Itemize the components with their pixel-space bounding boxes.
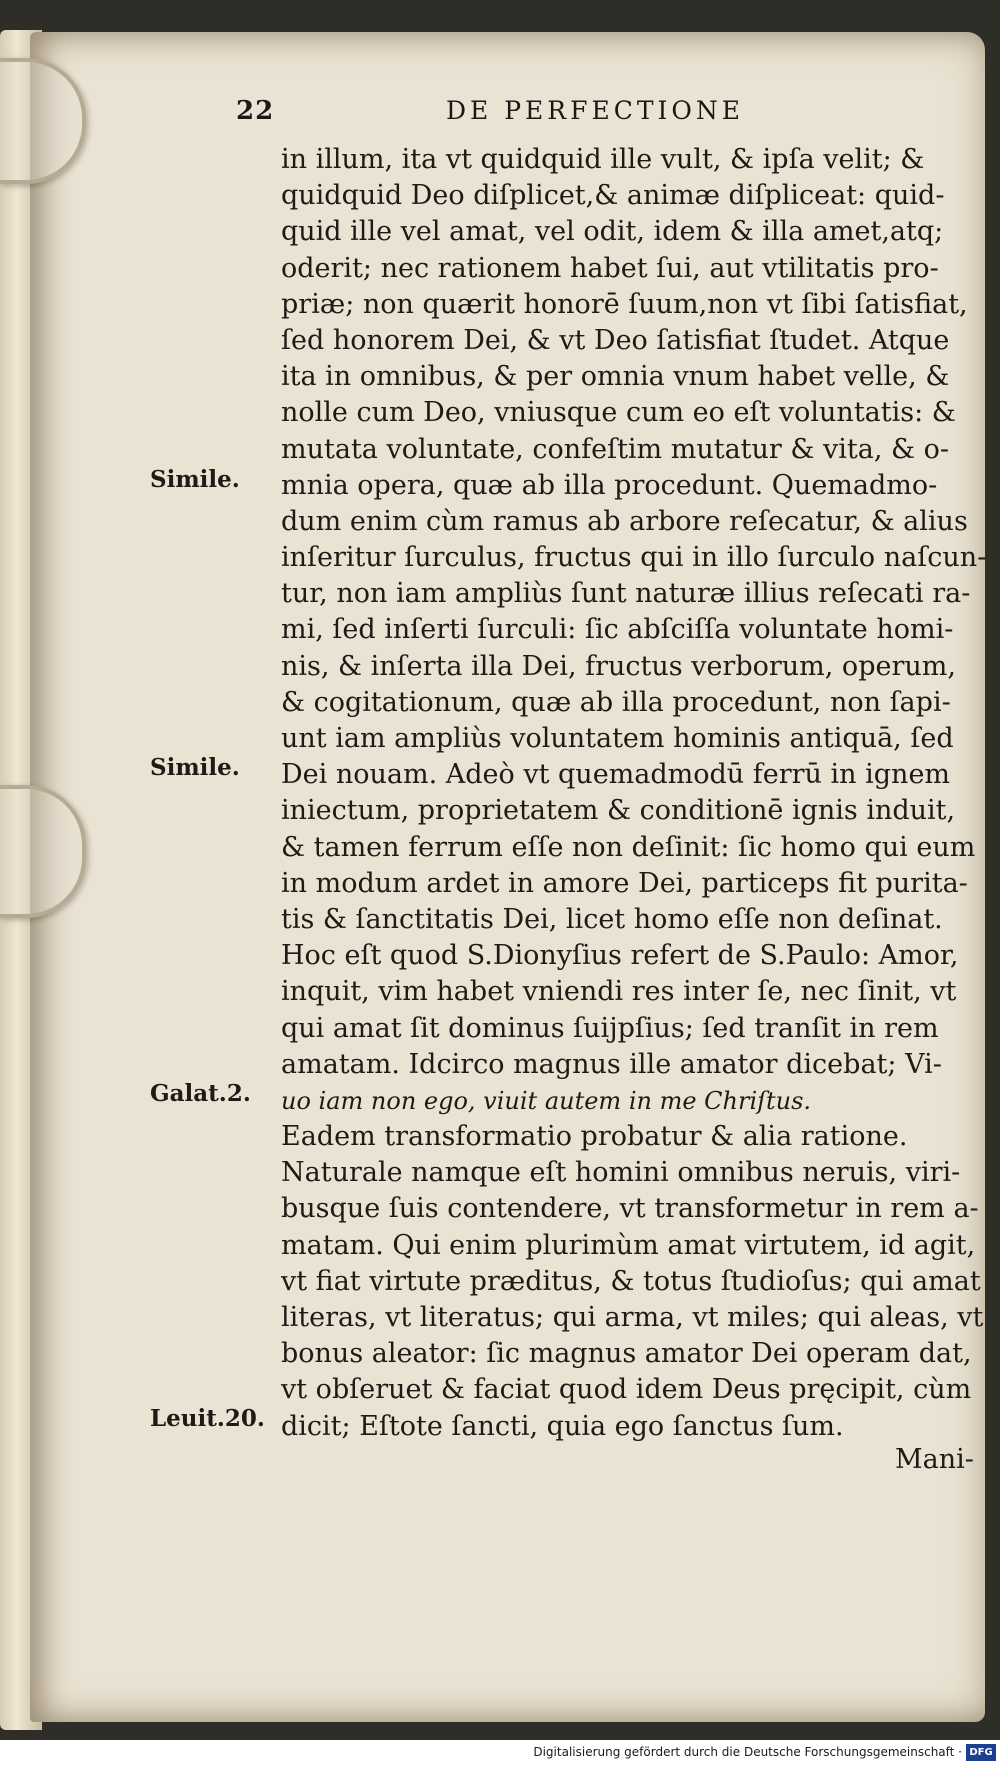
text-line: busque ſuis contendere, vt transformetur in rem a- (281, 1193, 979, 1225)
text-line: iniectum, proprietatem & conditionē ignis induit, (281, 795, 956, 827)
text-line: dicit; Eſtote ſancti, quia ego ſanctus ſum. (281, 1410, 844, 1442)
text-line: unt iam ampliùs voluntatem hominis antiquā, ſed (281, 723, 954, 754)
text-line: quidquid Deo diſplicet,& animæ diſpliceat: quid- (281, 180, 945, 212)
text-line: uo iam non ego, viuit autem in me Chriſtus. (281, 1086, 812, 1115)
text-line: tis & ſanctitatis Dei, licet homo eſſe non deſinat. (281, 903, 943, 935)
text-line: ſed honorem Dei, & vt Deo ſatisfiat ſtudet. Atque (281, 324, 950, 356)
funding-credit: Digitalisierung gefördert durch die Deutsche Forschungsgemeinschaft · (533, 1745, 962, 1759)
text-line: inſeritur ſurculus, fructus qui in illo ſurculo naſcun- (281, 542, 987, 574)
catchword: Mani- (895, 1444, 974, 1475)
text-line: vt obſeruet & faciat quod idem Deus pręcipit, cùm (281, 1374, 972, 1406)
text-line: vt fiat virtute præditus, & totus ſtudioſus; qui amat (281, 1265, 981, 1297)
text-line: oderit; nec rationem habet ſui, aut vtilitatis pro- (281, 252, 939, 284)
text-line: ita in omnibus, & per omnia vnum habet velle, & (281, 361, 950, 393)
text-line: tur, non iam ampliùs ſunt naturæ illius reſecati ra- (281, 578, 971, 610)
body-text (281, 142, 987, 1445)
text-line: inquit, vim habet vniendi res inter ſe, nec ſinit, vt (281, 976, 957, 1008)
text-line: mnia opera, quæ ab illa procedunt. Quemadmo- (281, 469, 938, 501)
text-line: nis, & inſerta illa Dei, fructus verborum, operum, (281, 650, 956, 682)
text-line: mutata voluntate, confeſtim mutatur & vita, & o- (281, 433, 950, 465)
dfg-logo-icon: DFG (966, 1744, 996, 1761)
text-line: dum enim cùm ramus ab arbore reſecatur, & alius (281, 505, 968, 537)
text-line: mi, ſed inſerti ſurculi: ſic abſciſſa voluntate homi- (281, 614, 954, 646)
text-line: in illum, ita vt quidquid ille vult, & ipſa velit; & (281, 144, 925, 175)
text-line: matam. Qui enim plurimùm amat virtutem, id agit, (281, 1229, 976, 1261)
text-line: nolle cum Deo, vniusque cum eo eſt voluntatis: & (281, 397, 956, 429)
marginal-note-simile: Simile. (150, 466, 240, 493)
running-head (236, 96, 876, 132)
marginal-note-simile: Simile. (150, 754, 240, 781)
text-line: quid ille vel amat, vel odit, idem & illa amet,atq; (281, 216, 944, 248)
text-line: qui amat ſit dominus ſuijpſius; ſed tranſit in rem (281, 1012, 939, 1044)
text-line: bonus aleator: ſic magnus amator Dei operam dat, (281, 1338, 972, 1370)
text-line: Naturale namque eſt homini omnibus neruis, viri- (281, 1157, 961, 1189)
running-title: DE PERFECTIONE (446, 96, 745, 125)
text-line: priæ; non quærit honorē ſuum,non vt ſibi ſatisfiat, (281, 288, 968, 320)
text-line: & cogitationum, quæ ab illa procedunt, non ſapi- (281, 686, 951, 718)
text-line: in modum ardet in amore Dei, particeps fit purita- (281, 867, 968, 899)
marginal-note-galatians: Galat.2. (150, 1080, 251, 1107)
text-line: amatam. Idcirco magnus ille amator dicebat; Vi- (281, 1048, 942, 1080)
marginal-note-leviticus: Leuit.20. (150, 1405, 265, 1432)
text-line: & tamen ferrum eſſe non deſinit: ſic homo qui eum (281, 831, 976, 863)
text-line: Hoc eſt quod S.Dionyſius refert de S.Paulo: Amor, (281, 940, 959, 972)
page-number: 22 (236, 96, 275, 126)
text-line: Eadem transformatio probatur & alia ratione. (281, 1121, 908, 1153)
digitization-footer (0, 1740, 1000, 1766)
text-line: Dei nouam. Adeò vt quemadmodū ferrū in ignem (281, 759, 951, 791)
text-line: literas, vt literatus; qui arma, vt miles; qui aleas, vt (281, 1302, 984, 1333)
